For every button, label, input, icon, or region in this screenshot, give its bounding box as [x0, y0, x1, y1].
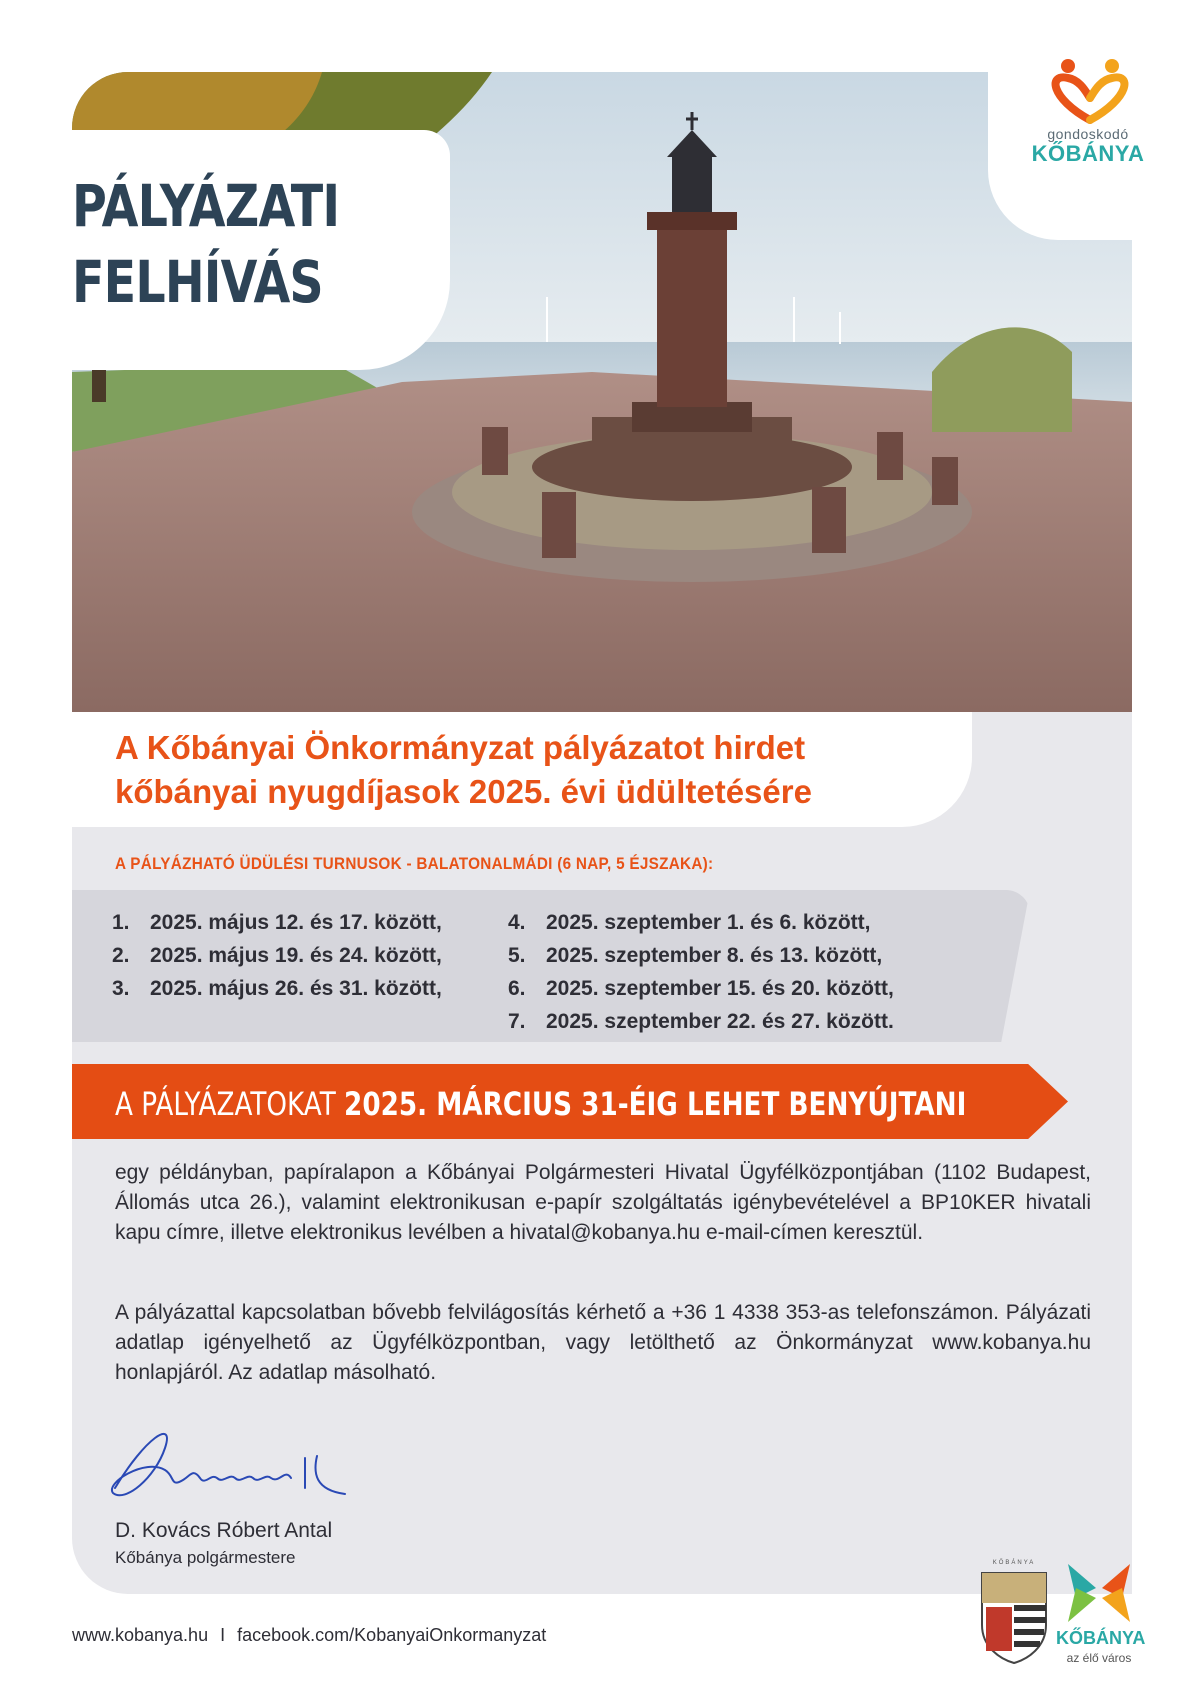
info-paragraph: A pályázattal kapcsolatban bővebb felvilágosítás kérhető a +36 1 4338 353-as telefonszámon. Pályázati adatlap igényelhető az Ügyfélközpontban, vagy letölthető az Önkormányzat www.kobanya.hu honlapjáról. Az adatlap másolható.	[115, 1301, 1091, 1384]
list-item-text: 2025. május 19. és 24. között,	[150, 944, 442, 967]
list-item-text: 2025. szeptember 22. és 27. között.	[546, 1010, 894, 1033]
kobanya-elo-varos-logo-icon	[1060, 1558, 1138, 1628]
headline	[115, 726, 812, 814]
headline-line-1: A Kőbányai Önkormányzat pályázatot hirdet	[115, 729, 806, 766]
list-item-text: 2025. szeptember 1. és 6. között,	[546, 911, 871, 934]
list-item-number: 7.	[508, 1010, 526, 1033]
title-line-2: FELHÍVÁS	[72, 248, 323, 316]
submission-paragraph: egy példányban, papíralapon a Kőbányai Polgármesteri Hivatal Ügyfélközpontjában (1102 Budapest, Állomás utca 26.), valamint elektronikusan e-papír szolgáltatás igénybevételével a BP10KER hivatali kapu címre, illetve elektronikus levélben a hivatal@kobanya.hu e-mail-címen keresztül.	[115, 1161, 1091, 1244]
deadline-prefix: A PÁLYÁZATOKAT	[115, 1085, 336, 1123]
signature-icon	[105, 1418, 365, 1513]
list-item	[508, 1005, 894, 1038]
turnus-heading: A PÁLYÁZHATÓ ÜDÜLÉSI TURNUSOK - BALATONALMÁDI (6 NAP, 5 ÉJSZAKA):	[115, 854, 714, 873]
logo-bottom-tagline: az élő város	[1066, 1651, 1132, 1665]
turnus-list-right	[508, 906, 894, 1038]
footer-separator: I	[220, 1625, 226, 1645]
page-title	[72, 168, 339, 320]
footer-website-link[interactable]: www.kobanya.hu	[72, 1625, 209, 1645]
list-item-number: 6.	[508, 977, 526, 1000]
footer	[72, 1625, 546, 1646]
headline-line-2: kőbányai nyugdíjasok 2025. évi üdültetésére	[115, 773, 812, 810]
list-item-number: 1.	[112, 911, 130, 934]
list-item-number: 3.	[112, 977, 130, 1000]
logo-bottom-name: KŐBÁNYA	[1056, 1628, 1146, 1648]
list-item	[508, 939, 894, 972]
list-item	[112, 972, 442, 1005]
list-item	[508, 972, 894, 1005]
deadline-text	[115, 1084, 966, 1124]
footer-facebook-link[interactable]: facebook.com/KobanyaiOnkormanyzat	[237, 1625, 547, 1645]
list-item	[112, 906, 442, 939]
list-item-number: 2.	[112, 944, 130, 967]
logo-top-tagline: gondoskodó	[1047, 126, 1129, 142]
turnus-list-left	[112, 906, 442, 1005]
list-item-text: 2025. szeptember 15. és 20. között,	[546, 977, 894, 1000]
list-item-text: 2025. május 26. és 31. között,	[150, 977, 442, 1000]
title-line-1: PÁLYÁZATI	[72, 172, 340, 240]
logo-top-name: KŐBÁNYA	[1031, 141, 1145, 166]
coat-of-arms-icon	[978, 1565, 1050, 1665]
signatory-title: Kőbánya polgármestere	[115, 1548, 296, 1567]
deadline-date: 2025. MÁRCIUS 31-ÉIG LEHET BENYÚJTANI	[344, 1085, 967, 1123]
list-item-text: 2025. szeptember 8. és 13. között,	[546, 944, 883, 967]
list-item-number: 5.	[508, 944, 526, 967]
list-item	[112, 939, 442, 972]
signatory-name: D. Kovács Róbert Antal	[115, 1519, 333, 1542]
list-item-text: 2025. május 12. és 17. között,	[150, 911, 442, 934]
coat-of-arms-label: KŐBÁNYA	[992, 1560, 1036, 1566]
list-item	[508, 906, 894, 939]
list-item-number: 4.	[508, 911, 526, 934]
